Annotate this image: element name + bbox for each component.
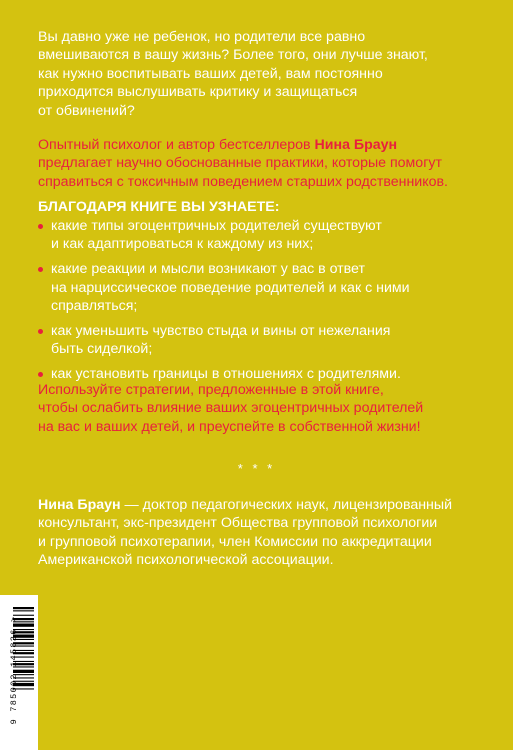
learn-list-item <box>38 260 478 315</box>
learn-item-line: какие типы эгоцентричных родителей существуют <box>51 218 382 234</box>
author-pitch-text: Опытный психолог и автор бестселлеров <box>38 137 315 153</box>
learn-item-line: быть сиделкой; <box>51 341 153 358</box>
author-pitch-paragraph <box>38 136 478 191</box>
section-divider: * * * <box>237 461 276 476</box>
author-bio-text: — доктор педагогических наук, лицензированный <box>120 497 453 513</box>
barcode-digits: 9 785002 145836 > <box>9 615 19 725</box>
learn-item-line: как уменьшить чувство стыда и вины от нежелания <box>51 323 391 340</box>
learn-list-item <box>38 322 478 359</box>
intro-line: Вы давно уже не ребенок, но родители все равно <box>38 29 366 45</box>
bullet-icon <box>38 372 43 377</box>
author-bio-paragraph <box>38 496 478 570</box>
author-bio-name: Нина Браун <box>38 497 121 513</box>
learn-item-line: и как адаптироваться к каждому из них; <box>51 236 314 253</box>
author-bio-text: консультант, экс-президент Общества групповой психологии <box>38 515 438 532</box>
learn-item-line: справляться; <box>51 298 138 315</box>
intro-line: от обвинений? <box>38 102 135 119</box>
learn-list <box>38 217 478 390</box>
intro-line: вмешиваются в вашу жизнь? Более того, они лучше знают, <box>38 47 428 64</box>
learn-list-item <box>38 217 478 254</box>
call-to-action-paragraph <box>38 381 478 436</box>
learn-heading: БЛАГОДАРЯ КНИГЕ ВЫ УЗНАЕТЕ: <box>38 199 280 215</box>
author-pitch-text: справиться с токсичным поведением старших родственников. <box>38 173 448 190</box>
bullet-icon <box>38 267 43 272</box>
isbn-barcode <box>0 595 38 750</box>
intro-line: как нужно воспитывать ваших детей, вам постоянно <box>38 65 383 82</box>
call-to-action-line: Используйте стратегии, предложенные в этой книге, <box>38 382 384 398</box>
learn-item-line: как установить границы в отношениях с родителями. <box>51 366 401 383</box>
author-bio-text: и групповой психотерапии, член Комиссии по аккредитации <box>38 533 432 550</box>
call-to-action-line: на вас и ваших детей, и преуспейте в собственной жизни! <box>38 418 421 435</box>
author-bio-text: Американской психологической ассоциации. <box>38 552 334 569</box>
bullet-icon <box>38 329 43 334</box>
learn-item-line: какие реакции и мысли возникают у вас в ответ <box>51 261 365 278</box>
learn-item-line: на нарциссическое поведение родителей и как с ними <box>51 279 410 296</box>
bullet-icon <box>38 224 43 229</box>
intro-paragraph <box>38 28 478 120</box>
call-to-action-line: чтобы ослабить влияние ваших эгоцентричных родителей <box>38 400 424 417</box>
intro-line: приходится выслушивать критику и защищаться <box>38 84 358 101</box>
author-pitch-text: предлагает научно обоснованные практики, которые помогут <box>38 155 442 172</box>
author-name: Нина Браун <box>314 137 398 153</box>
